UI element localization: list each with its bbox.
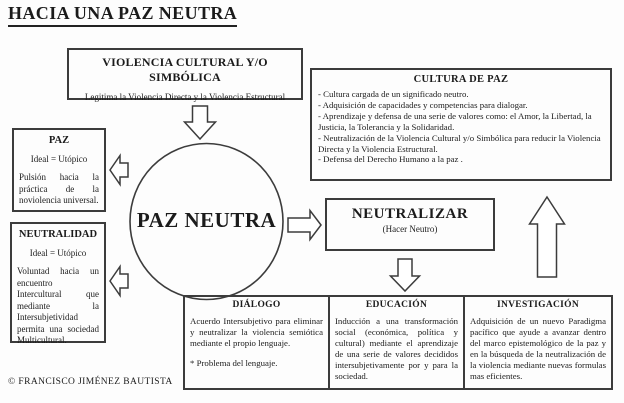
page-title: HACIA UNA PAZ NEUTRA <box>8 3 237 27</box>
violencia-cultural-subtitle: Legitima la Violencia Directa y la Violencia Estructural <box>84 92 286 102</box>
neutralidad-box <box>10 222 106 346</box>
paz-ideal: Ideal = Utópico <box>30 154 88 164</box>
list-item: - Neutralización de la Violencia Cultural y/o Simbólica para reducir la Violencia Directa y la Violencia Estructural. <box>318 132 601 154</box>
paz-neutra-label: PAZ NEUTRA <box>136 208 277 232</box>
violencia-cultural-box <box>67 48 303 100</box>
neutralizar-box <box>325 198 495 251</box>
investigacion-body: Adquisición de un nuevo Paradigma pacífico que ayude a avanzar dentro del marco epistemológico de la paz y en la búsqueda de la neutralización de la violencia mediante nuevas formulas mas eficientes. <box>470 316 606 382</box>
neutralidad-body: Voluntad hacia un encuentro Intercultural que mediante la Intersubjetividad permita una sociedad Multicultural. <box>17 266 99 346</box>
list-item: - Cultura cargada de un significado neutro. <box>318 89 469 99</box>
paz-title: PAZ <box>48 135 70 146</box>
paz-body: Pulsión hacia la práctica de la noviolencia universal. <box>19 172 99 206</box>
arrow-neutralizar-to-bottom <box>391 259 420 291</box>
investigacion-title: INVESTIGACIÓN <box>496 300 580 310</box>
investigacion-box <box>463 295 613 390</box>
neutralizar-title: NEUTRALIZAR <box>351 206 469 222</box>
list-item: - Adquisición de capacidades y competencias para dialogar. <box>318 99 528 110</box>
cultura-de-paz-list <box>318 89 604 165</box>
arrow-circle-to-paz <box>110 156 128 185</box>
cultura-de-paz-box <box>310 68 612 181</box>
dialogo-note: * Problema del lenguaje. <box>190 358 278 369</box>
arrow-bottom-to-cultura <box>530 197 565 277</box>
paz-box <box>12 128 106 212</box>
dialogo-body: Acuerdo Intersubjetivo para eliminar y neutralizar la violencia semiótica mediante el propio lenguaje. <box>190 316 323 349</box>
educacion-title: EDUCACIÓN <box>365 300 428 310</box>
neutralidad-ideal: Ideal = Utópico <box>29 248 87 258</box>
educacion-body: Inducción a una transformación social (económica, política y cultural) mediante el aprendizaje de una serie de valores decididos intersubjetivamente por y para la sociedad. <box>335 316 458 382</box>
arrow-circle-to-neutralizar <box>288 211 321 240</box>
list-item: - Defensa del Derecho Humano a la paz . <box>318 154 463 165</box>
arrow-circle-to-neutralidad <box>110 267 128 296</box>
dialogo-box <box>183 295 330 390</box>
copyright-notice: © FRANCISCO JIMÉNEZ BAUTISTA <box>8 377 173 387</box>
violencia-cultural-title: VIOLENCIA CULTURAL Y/O SIMBÓLICA <box>102 55 268 84</box>
neutralidad-title: NEUTRALIDAD <box>18 229 98 240</box>
educacion-box <box>328 295 465 390</box>
dialogo-title: DIÁLOGO <box>232 300 281 310</box>
cultura-de-paz-title: CULTURA DE PAZ <box>413 74 509 85</box>
neutralizar-subtitle: (Hacer Neutro) <box>382 224 438 234</box>
list-item: - Aprendizaje y defensa de una serie de valores como: el Amor, la Libertad, la Justicia, la Tolerancia y la Solidaridad. <box>318 110 592 132</box>
arrow-violencia-to-circle <box>185 106 216 139</box>
